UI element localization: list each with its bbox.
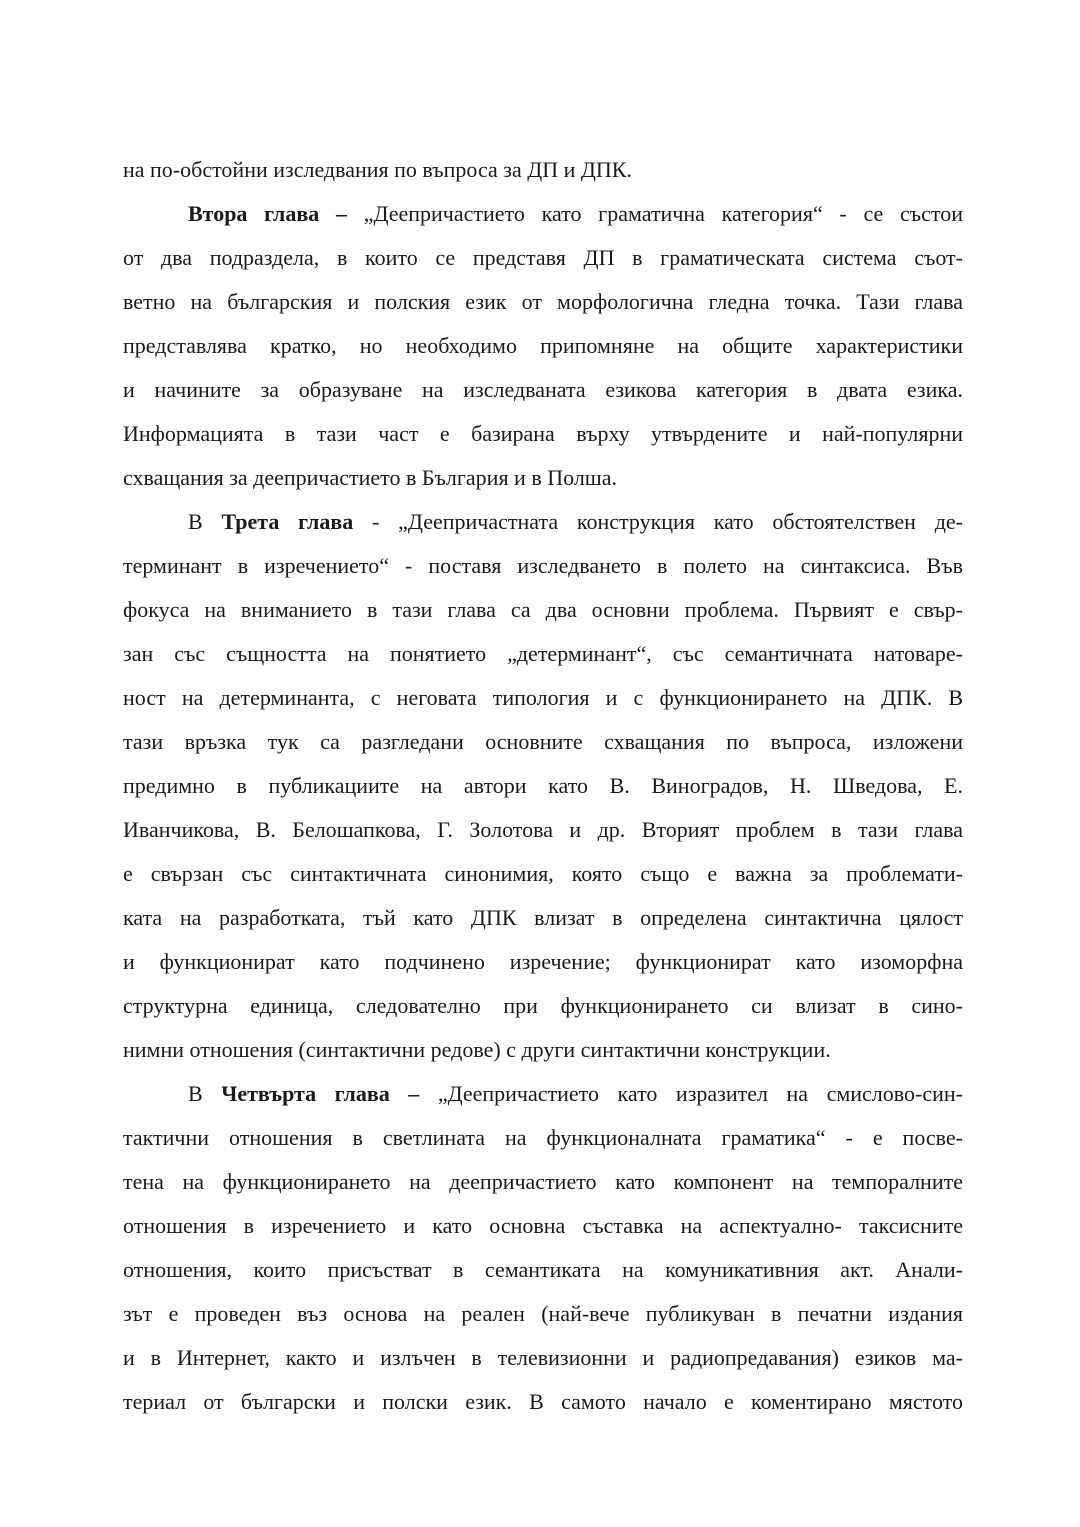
text-line: зан със същността на понятието „детерминант“, със семантичната натоваре- xyxy=(123,641,963,666)
text-line: терминант в изречението“ - поставя изследването в полето на синтаксиса. Във xyxy=(123,553,963,578)
text-line: тена на функционирането на деепричастието като компонент на темпоралните xyxy=(123,1169,963,1194)
text-line: В Трета глава - „Деепричастната конструкция като обстоятелствен де- xyxy=(188,509,963,534)
text-line: териал от български и полски език. В самото начало е коментирано мястото xyxy=(123,1389,963,1414)
text-line: нимни отношения (синтактични редове) с други синтактични конструкции. xyxy=(123,1037,831,1062)
text-line: и начините за образуване на изследваната езикова категория в двата езика. xyxy=(123,377,963,402)
text-line: и функционират като подчинено изречение; функционират като изоморфна xyxy=(123,949,963,974)
text-line: схващания за деепричастието в България и в Полша. xyxy=(123,465,618,490)
text-line: ветно на българския и полския език от морфологична гледна точка. Тази глава xyxy=(123,289,963,314)
paragraph xyxy=(123,1072,963,1424)
text-line: Информацията в тази част е базирана върху утвърдените и най-популярни xyxy=(123,421,963,446)
text-line: тази връзка тук са разгледани основните схващания по въпроса, изложени xyxy=(123,729,963,754)
text-line: зът е проведен въз основа на реален (най-вече публикуван в печатни издания xyxy=(123,1301,963,1326)
text-line: отношения в изречението и като основна съставка на аспектуално- таксисните xyxy=(123,1213,963,1238)
text-line: представлява кратко, но необходимо припомняне на общите характеристики xyxy=(123,333,963,358)
chapter-heading: Четвърта глава – xyxy=(221,1081,420,1106)
document-page xyxy=(123,148,963,1424)
chapter-heading: Трета глава xyxy=(221,509,354,534)
paragraph xyxy=(123,192,963,500)
paragraph xyxy=(123,148,963,192)
text-line: е свързан със синтактичната синонимия, която също е важна за проблемати- xyxy=(123,861,963,886)
text-line: на по-обстойни изследвания по въпроса за ДП и ДПК. xyxy=(123,157,632,182)
text-line: отношения, които присъстват в семантиката на комуникативния акт. Анали- xyxy=(123,1257,963,1282)
text-line: Иванчикова, В. Белошапкова, Г. Золотова и др. Вторият проблем в тази глава xyxy=(123,817,963,842)
chapter-heading: Втора глава – xyxy=(188,201,347,226)
text-line: фокуса на вниманието в тази глава са два основни проблема. Първият е свър- xyxy=(123,597,963,622)
text-line: ност на детерминанта, с неговата типология и с функционирането на ДПК. В xyxy=(123,685,963,710)
text-line: от два подраздела, в които се представя ДП в граматическата система съот- xyxy=(123,245,963,270)
text-line: ката на разработката, тъй като ДПК влизат в определена синтактична цялост xyxy=(123,905,963,930)
text-line: и в Интернет, както и излъчен в телевизионни и радиопредавания) езиков ма- xyxy=(123,1345,963,1370)
text-line: предимно в публикациите на автори като В. Виноградов, Н. Шведова, Е. xyxy=(123,773,963,798)
paragraph xyxy=(123,500,963,1072)
text-line: Втора глава – „Деепричастието като граматична категория“ - се състои xyxy=(188,201,963,226)
text-line: тактични отношения в светлината на функционалната граматика“ - е посве- xyxy=(123,1125,963,1150)
text-line: В Четвърта глава – „Деепричастието като изразител на смислово-син- xyxy=(188,1081,963,1106)
text-line: структурна единица, следователно при функционирането си влизат в сино- xyxy=(123,993,963,1018)
